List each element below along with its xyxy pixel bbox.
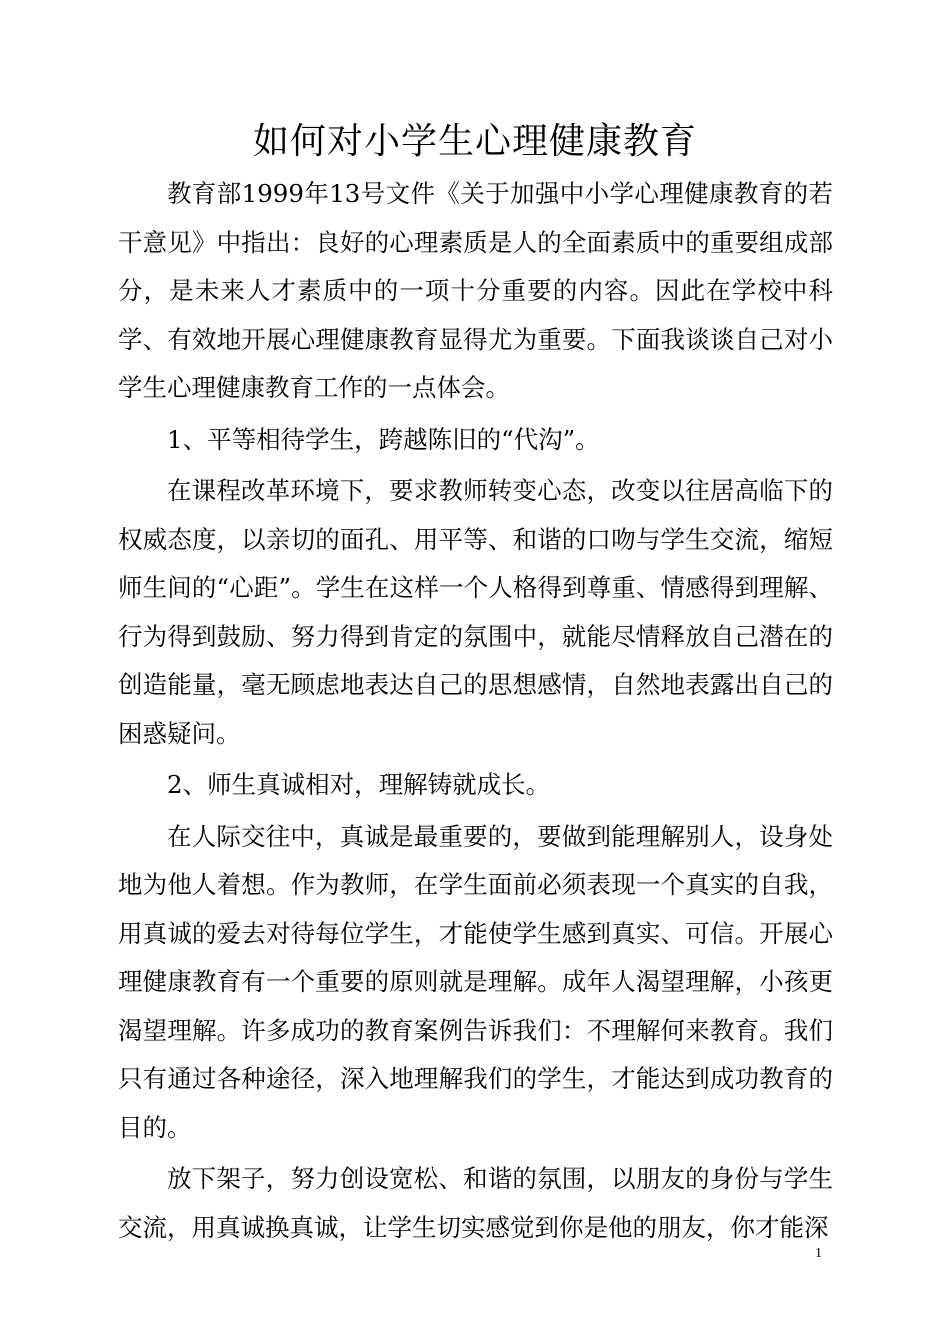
paragraph-section-1: 在课程改革环境下，要求教师转变心态，改变以往居高临下的权威态度，以亲切的面孔、用平等、和谐的口吻与学生交流，缩短师生间的“心距”。学生在这样一个人格得到尊重、情感得到理解、行为得到鼓励、努力得到肯定的氛围中，就能尽情释放自己潜在的创造能量，毫无顾虑地表达自己的思想感情，自然地表露出自己的困惑疑问。	[118, 476, 833, 748]
section-heading-1: 1、平等相待学生，跨越陈旧的“代沟”。	[167, 424, 600, 454]
paragraph-intro: 教育部1999年13号文件《关于加强中小学心理健康教育的若干意见》中指出：良好的心理素质是人的全面素质中的重要组成部分，是未来人才素质中的一项十分重要的内容。因此在学校中科学、有效地开展心理健康教育显得尤为重要。下面我谈谈自己对小学生心理健康教育工作的一点体会。	[118, 179, 833, 402]
paragraph-section-2-continued: 放下架子，努力创设宽松、和谐的氛围，以朋友的身份与学生交流，用真诚换真诚，让学生切实感觉到你是他的朋友，你才能深	[118, 1164, 833, 1242]
document-title: 如何对小学生心理健康教育	[252, 121, 697, 162]
paragraph-section-2: 在人际交往中，真诚是最重要的，要做到能理解别人，设身处地为他人着想。作为教师，在学生面前必须表现一个真实的自我，用真诚的爱去对待每位学生，才能使学生感到真实、可信。开展心理健康教育有一个重要的原则就是理解。成年人渴望理解，小孩更渴望理解。许多成功的教育案例告诉我们：不理解何来教育。我们只有通过各种途径，深入地理解我们的学生，才能达到成功教育的目的。	[118, 821, 833, 1142]
page-number: 1	[815, 1246, 822, 1261]
section-heading-2: 2、师生真诚相对，理解铸就成长。	[167, 770, 551, 799]
document-body	[118, 170, 833, 1255]
